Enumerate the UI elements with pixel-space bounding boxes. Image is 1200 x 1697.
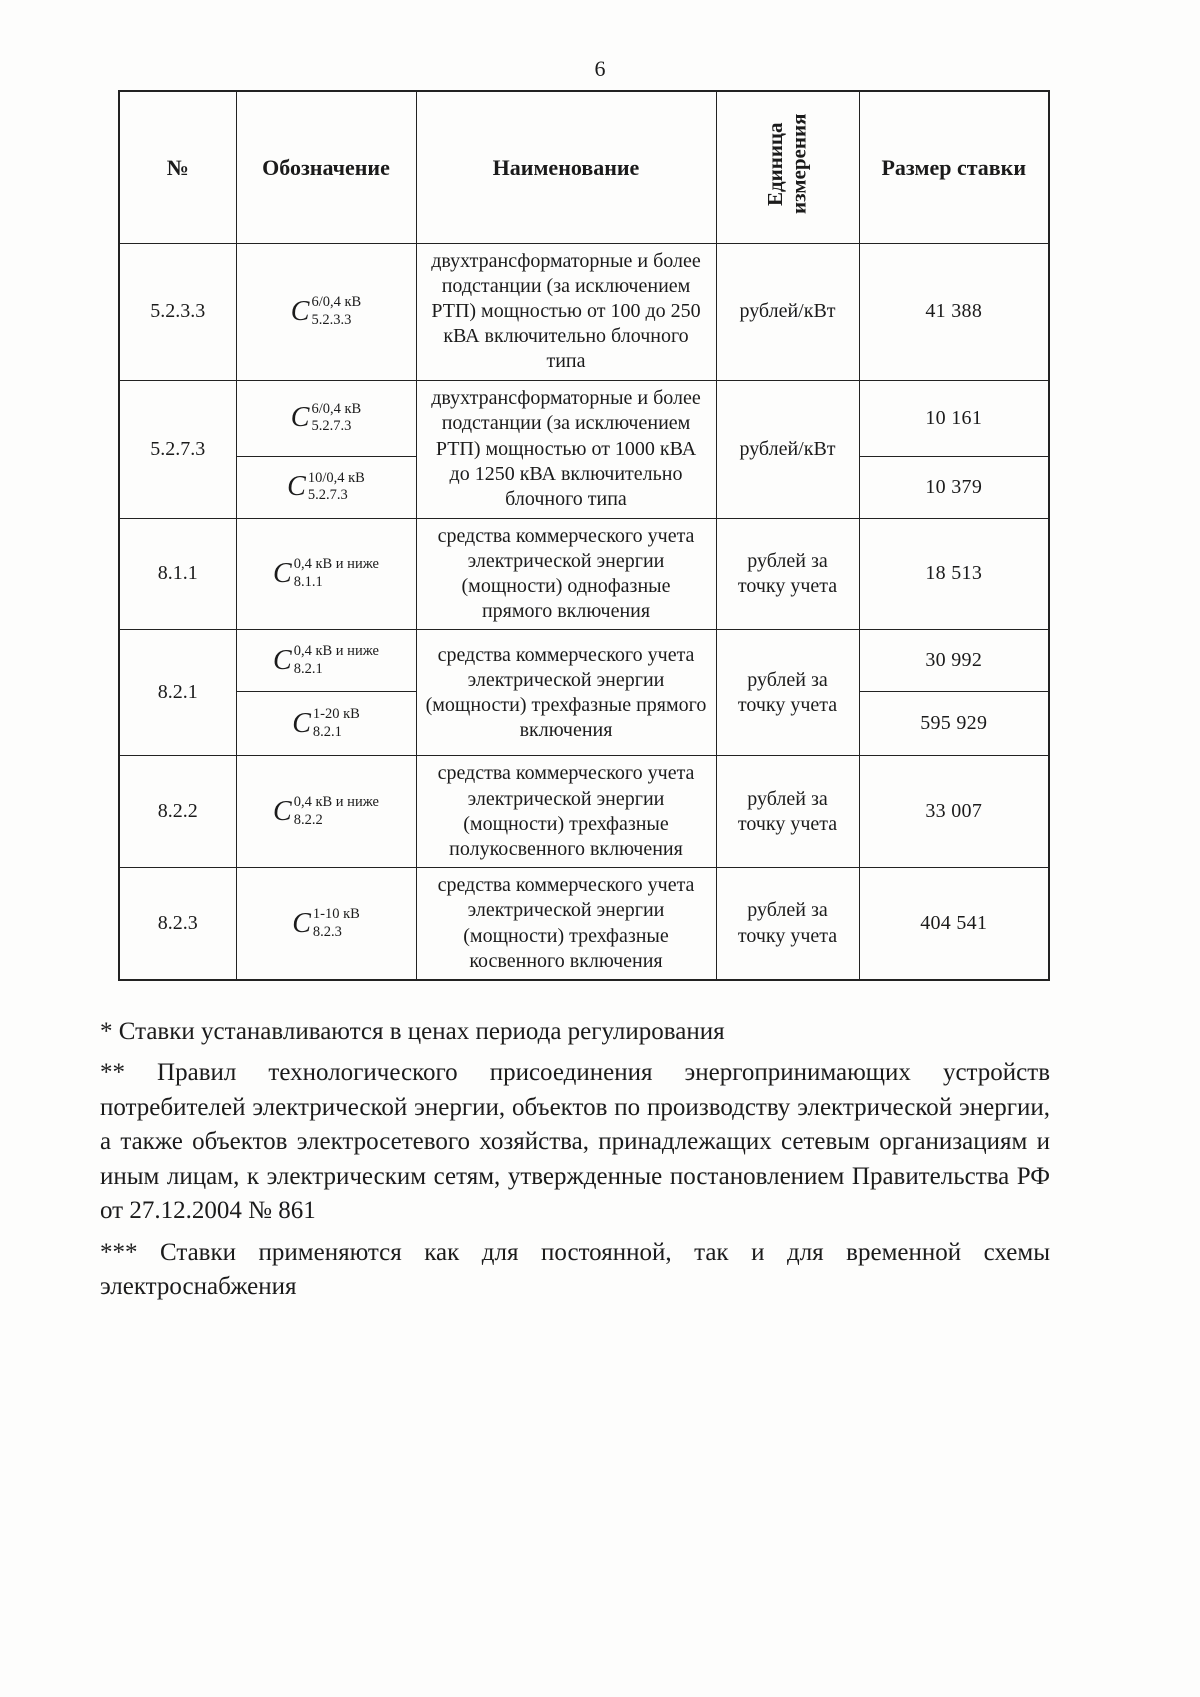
designation-formula <box>273 796 379 827</box>
table-row <box>119 380 1049 456</box>
formula-letter: С <box>273 558 292 590</box>
formula-scripts <box>294 795 379 826</box>
col-header-unit <box>716 91 859 243</box>
designation-cell <box>236 868 416 980</box>
row-name: средства коммерческого учета электрической энергии (мощности) трехфазные прямого включения <box>416 630 716 756</box>
table-row <box>119 868 1049 980</box>
row-unit: рублей/кВт <box>716 243 859 380</box>
row-unit: рублей за точку учета <box>716 518 859 630</box>
formula-subscript: 5.2.7.3 <box>307 487 348 504</box>
formula-letter: С <box>273 795 292 827</box>
page-number: 6 <box>594 56 606 81</box>
formula-subscript: 8.2.1 <box>312 723 342 740</box>
col-header-unit-vertical-text: Единица измерения <box>762 113 811 215</box>
row-name: средства коммерческого учета электрической энергии (мощности) однофазные прямого включения <box>416 518 716 630</box>
row-rate: 30 992 <box>859 630 1049 692</box>
formula-scripts <box>311 402 361 433</box>
footnote-double-asterisk: ** Правил технологического присоединения энергопринимающих устройств потребителей электрической энергии, объектов по производству электрической энергии, а также объектов электросетевого хозяйства, принадлежащих сетевым организациям и иным лицам, к электрическим сетям, утвержденные постановлением Правительства РФ от 27.12.2004 № 861 <box>100 1059 1050 1225</box>
designation-cell <box>236 630 416 692</box>
row-name: двухтрансформаторные и более подстанции (за исключением РТП) мощностью от 1000 кВА до 1250 кВА включительно блочного типа <box>416 380 716 518</box>
formula-scripts <box>311 295 361 326</box>
footnote-single-asterisk: * Ставки устанавливаются в ценах периода регулирования <box>100 1017 725 1045</box>
designation-formula <box>292 708 360 739</box>
formula-scripts <box>293 556 379 591</box>
row-rate: 595 929 <box>859 692 1049 756</box>
formula-superscript: 10/0,4 кВ <box>307 469 365 486</box>
designation-cell <box>236 756 416 868</box>
row-rate: 18 513 <box>859 518 1049 630</box>
formula-scripts <box>313 707 360 738</box>
row-unit: рублей за точку учета <box>716 630 859 756</box>
row-num: 8.2.3 <box>119 868 236 980</box>
row-rate: 41 388 <box>859 243 1049 380</box>
designation-formula <box>273 645 379 676</box>
row-name: двухтрансформаторные и более подстанции (за исключением РТП) мощностью от 100 до 250 кВА включительно блочного типа <box>416 243 716 380</box>
row-name: средства коммерческого учета электрической энергии (мощности) трехфазные косвенного включения <box>416 868 716 980</box>
row-num: 5.2.3.3 <box>119 243 236 380</box>
formula-subscript: 5.2.7.3 <box>311 418 352 435</box>
designation-cell <box>236 692 416 756</box>
formula-subscript: 8.1.1 <box>293 574 323 591</box>
formula-superscript: 0,4 кВ и ниже <box>293 643 379 660</box>
formula-superscript: 6/0,4 кВ <box>311 294 362 311</box>
tariff-rates-table <box>118 90 1050 981</box>
designation-formula <box>290 400 362 435</box>
formula-letter: С <box>290 402 310 434</box>
table-row <box>119 243 1049 380</box>
row-rate: 404 541 <box>859 868 1049 980</box>
formula-superscript: 0,4 кВ и ниже <box>293 556 379 573</box>
row-rate: 10 379 <box>859 456 1049 518</box>
formula-superscript: 6/0,4 кВ <box>311 400 362 417</box>
table-row <box>119 756 1049 868</box>
formula-letter: С <box>290 295 310 327</box>
row-num: 8.1.1 <box>119 518 236 630</box>
formula-subscript: 8.2.2 <box>293 811 323 828</box>
footnotes-section <box>100 1015 1050 1305</box>
formula-superscript: 1-20 кВ <box>312 706 360 723</box>
row-rate: 10 161 <box>859 380 1049 456</box>
designation-formula <box>273 558 379 589</box>
designation-cell <box>236 456 416 518</box>
row-num: 5.2.7.3 <box>119 380 236 518</box>
header-row <box>119 91 1049 243</box>
formula-letter: С <box>292 707 311 739</box>
formula-superscript: 0,4 кВ и ниже <box>293 794 379 811</box>
formula-letter: С <box>273 644 292 676</box>
formula-letter: С <box>287 471 306 503</box>
col-header-name: Наименование <box>416 91 716 243</box>
table-body <box>119 243 1049 980</box>
col-header-num: № <box>119 91 236 243</box>
formula-superscript: 1-10 кВ <box>312 905 360 922</box>
row-name: средства коммерческого учета электрической энергии (мощности) трехфазные полукосвенного включения <box>416 756 716 868</box>
designation-formula <box>292 905 360 940</box>
col-header-designation: Обозначение <box>236 91 416 243</box>
designation-cell <box>236 380 416 456</box>
table-header <box>119 91 1049 243</box>
table-row <box>119 630 1049 692</box>
row-unit: рублей за точку учета <box>716 868 859 980</box>
designation-formula <box>291 296 361 327</box>
formula-letter: С <box>292 907 311 939</box>
row-rate: 33 007 <box>859 756 1049 868</box>
formula-scripts <box>313 907 360 938</box>
col-header-rate: Размер ставки <box>859 91 1049 243</box>
row-unit: рублей за точку учета <box>716 756 859 868</box>
row-unit: рублей/кВт <box>716 380 859 518</box>
designation-cell <box>236 243 416 380</box>
formula-scripts <box>294 644 379 675</box>
designation-formula <box>287 469 365 504</box>
designation-cell <box>236 518 416 630</box>
formula-subscript: 5.2.3.3 <box>311 311 352 328</box>
table-row <box>119 518 1049 630</box>
footnote-triple-asterisk: *** Ставки применяются как для постоянной, так и для временной схемы электроснабжения <box>100 1238 1050 1301</box>
formula-scripts <box>308 471 365 502</box>
formula-subscript: 8.2.3 <box>312 923 342 940</box>
formula-subscript: 8.2.1 <box>293 660 323 677</box>
row-num: 8.2.2 <box>119 756 236 868</box>
row-num: 8.2.1 <box>119 630 236 756</box>
